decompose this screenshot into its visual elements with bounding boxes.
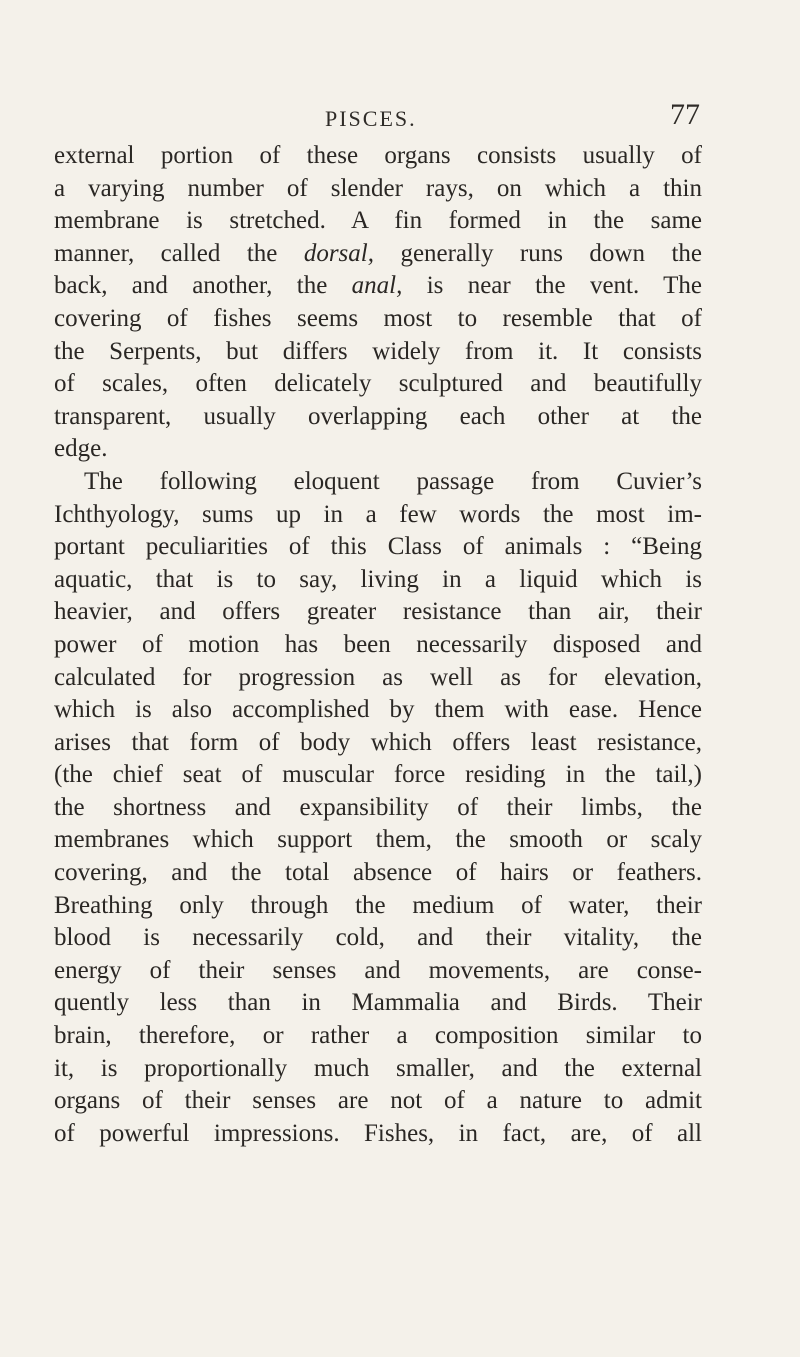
text-line: covering, and the total absence of hairs or feathers.: [54, 859, 702, 887]
text-line: Ichthyology, sums up in a few words the most im-: [54, 500, 702, 528]
text-line: Breathing only through the medium of water, their: [54, 891, 702, 919]
text-line: of scales, often delicately sculptured and beautifully: [54, 370, 702, 398]
text-run: is near the vent. The: [402, 272, 702, 300]
text-run: generally runs down the: [373, 239, 702, 267]
text-line: covering of fishes seems most to resemble that of: [54, 304, 702, 332]
text-line: a varying number of slender rays, on which a thin: [54, 174, 702, 202]
body-text: [54, 140, 702, 1150]
text-line: [54, 270, 702, 303]
text-line: calculated for progression as well as for elevation,: [54, 663, 702, 691]
text-line: external portion of these organs consists usually of: [54, 142, 702, 169]
text-line: arises that form of body which offers least resistance,: [54, 728, 702, 756]
italic-term-dorsal: dorsal,: [303, 239, 374, 267]
text-line: the shortness and expansibility of their limbs, the: [54, 793, 702, 821]
text-line: energy of their senses and movements, are conse-: [54, 956, 702, 984]
text-line: [54, 238, 702, 271]
text-line: blood is necessarily cold, and their vitality, the: [54, 924, 702, 952]
text-line: heavier, and offers greater resistance than air, their: [54, 598, 702, 626]
running-head: PISCES.: [325, 106, 417, 131]
text-line: brain, therefore, or rather a composition similar to: [54, 1022, 702, 1050]
text-line: it, is proportionally much smaller, and the external: [54, 1054, 702, 1082]
text-line: of powerful impressions. Fishes, in fact, are, of all: [54, 1119, 702, 1147]
text-line: (the chief seat of muscular force residing in the tail,): [54, 761, 702, 789]
text-line: The following eloquent passage from Cuvier’s: [84, 467, 702, 495]
italic-term-anal: anal,: [351, 272, 403, 300]
text-line: portant peculiarities of this Class of animals : “Being: [54, 533, 702, 561]
text-line: membranes which support them, the smooth or scaly: [54, 826, 702, 854]
text-line: quently less than in Mammalia and Birds. Their: [54, 989, 702, 1017]
text-run: manner, called the: [54, 239, 304, 267]
text-line: aquatic, that is to say, living in a liquid which is: [54, 565, 702, 593]
text-line: membrane is stretched. A fin formed in the same: [54, 207, 702, 235]
text-line: which is also accomplished by them with ease. Hence: [54, 696, 702, 724]
text-line: power of motion has been necessarily disposed and: [54, 630, 702, 658]
text-line: transparent, usually overlapping each other at the: [54, 402, 702, 430]
text-line: edge.: [54, 435, 108, 463]
text-run: back, and another, the: [54, 272, 352, 300]
page-number: 77: [670, 98, 700, 131]
text-line: the Serpents, but differs widely from it. It consists: [54, 337, 702, 365]
text-line: organs of their senses are not of a nature to admit: [54, 1087, 702, 1115]
